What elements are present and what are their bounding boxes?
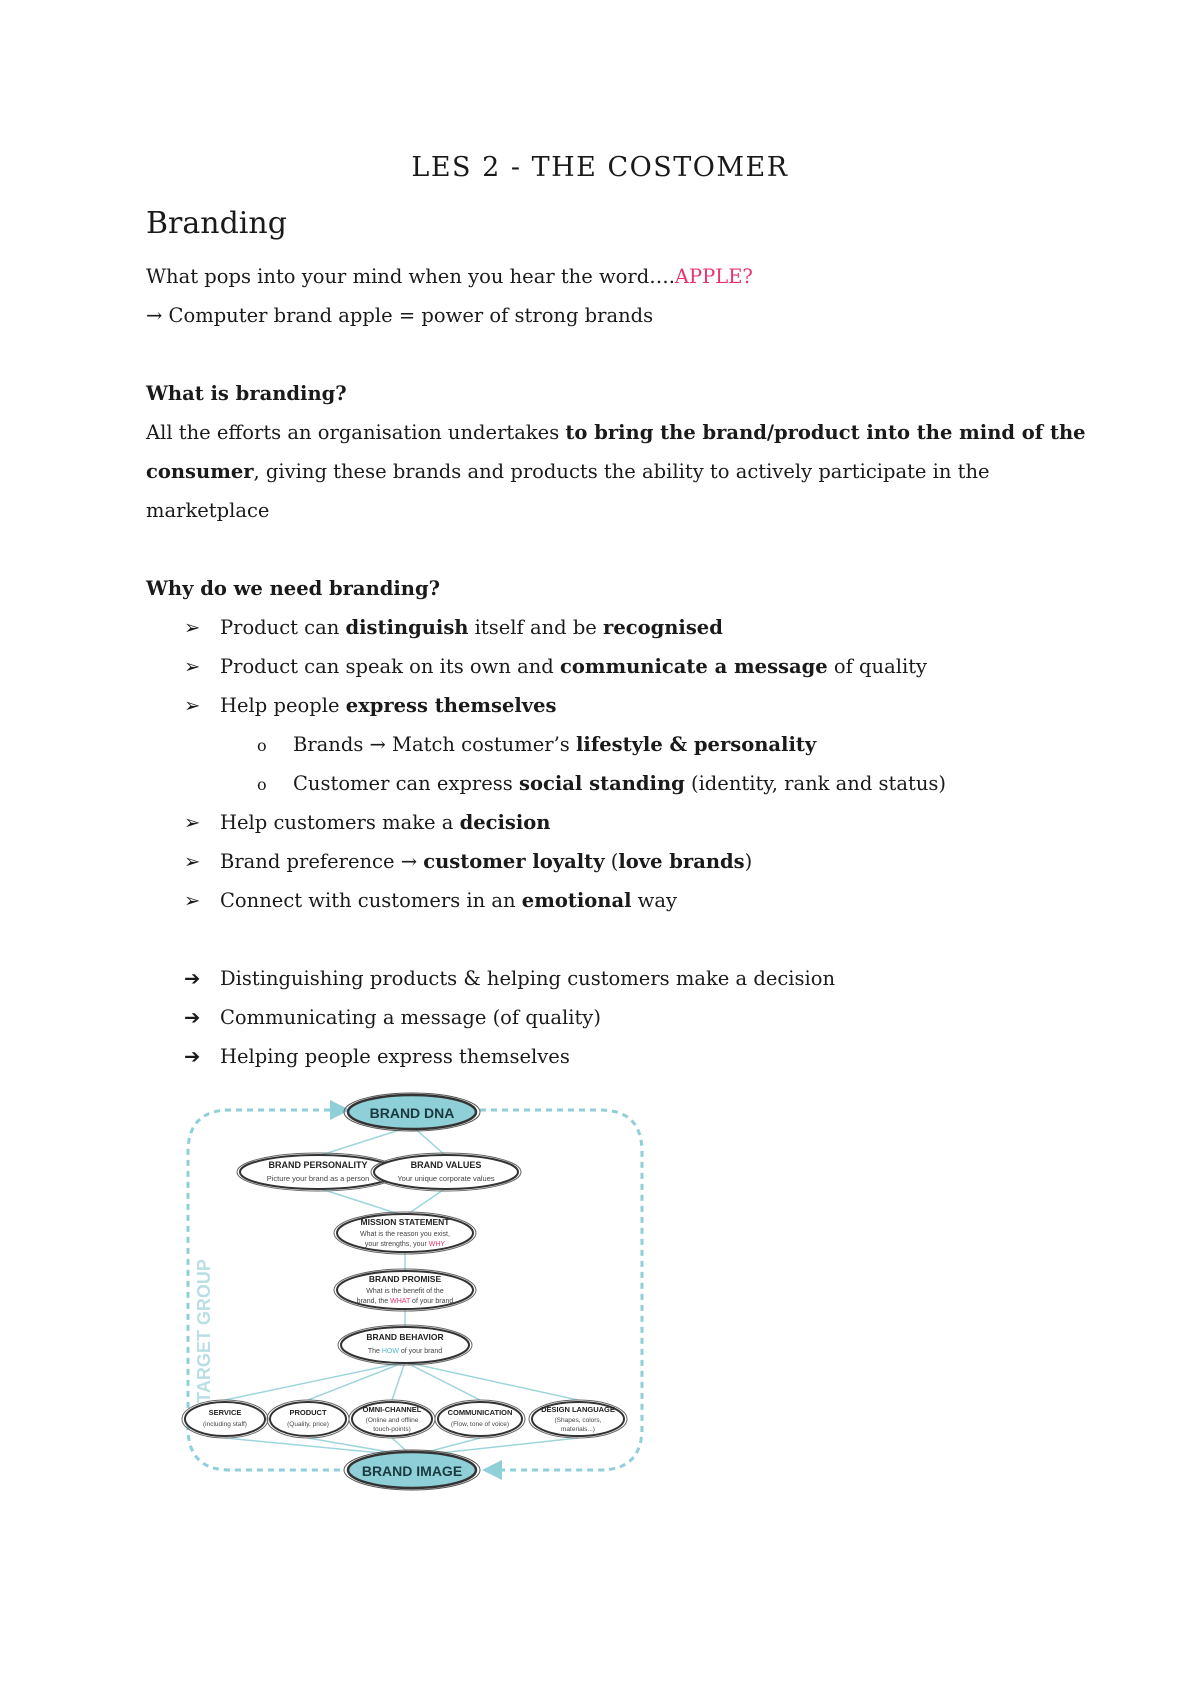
right-arrow-icon: ➔: [184, 1006, 201, 1029]
what-is-heading: What is branding?: [146, 382, 347, 405]
svg-text:(Online and offline: (Online and offline: [365, 1417, 419, 1424]
section-heading-branding: Branding: [146, 206, 287, 241]
what-is-line-3: marketplace: [146, 499, 270, 522]
brand-promise-node: [334, 1269, 476, 1311]
svg-text:BRAND IMAGE: BRAND IMAGE: [361, 1463, 463, 1479]
bullet-arrow-icon: ➢: [184, 811, 201, 834]
svg-text:your strengths, your WHY: your strengths, your WHY: [364, 1241, 446, 1248]
svg-text:(including staff): (including staff): [203, 1421, 247, 1428]
brand-values-node: [371, 1153, 521, 1191]
svg-text:COMMUNICATION: COMMUNICATION: [447, 1408, 513, 1417]
bullet-arrow-icon: ➢: [184, 655, 201, 678]
circle-bullet-icon: o: [257, 736, 267, 755]
right-arrow-icon: ➔: [184, 1045, 201, 1068]
right-arrow-icon: ➔: [184, 967, 201, 990]
svg-text:brand, the WHAT of your brand: brand, the WHAT of your brand: [356, 1298, 454, 1305]
svg-text:OMNI-CHANNEL: OMNI-CHANNEL: [362, 1405, 422, 1414]
product-node: [267, 1400, 349, 1438]
svg-text:BRAND PROMISE: BRAND PROMISE: [368, 1274, 442, 1284]
mission-statement-node: [334, 1212, 476, 1254]
svg-text:Picture your brand as a person: Picture your brand as a person: [266, 1174, 370, 1183]
svg-text:BRAND BEHAVIOR: BRAND BEHAVIOR: [366, 1332, 444, 1342]
bullet-arrow-icon: ➢: [184, 694, 201, 717]
intro-question-highlight: APPLE?: [674, 265, 753, 288]
svg-text:BRAND DNA: BRAND DNA: [369, 1105, 455, 1121]
loop-arrowhead-top: [330, 1100, 350, 1120]
svg-text:DESIGN LANGUAGE: DESIGN LANGUAGE: [541, 1405, 615, 1414]
what-is-line-2: consumer, giving these brands and products the ability to actively participate in the: [146, 460, 990, 483]
what-is-line-1: All the efforts an organisation undertakes to bring the brand/product into the mind of the: [146, 421, 1086, 444]
target-group-label: TARGET GROUP: [194, 1259, 214, 1403]
intro-question: [146, 264, 753, 290]
svg-text:BRAND PERSONALITY: BRAND PERSONALITY: [268, 1160, 368, 1170]
intro-question-text: What pops into your mind when you hear the word….: [146, 265, 675, 288]
svg-text:materials...): materials...): [561, 1426, 595, 1433]
svg-text:What is the reason you exist,: What is the reason you exist,: [360, 1231, 450, 1238]
brand-behavior-node: [338, 1325, 472, 1365]
intro-arrow-line: → Computer brand apple = power of strong brands: [146, 304, 654, 327]
brand-dna-diagram: [180, 1088, 660, 1508]
svg-text:What is the benefit of the: What is the benefit of the: [366, 1288, 444, 1295]
svg-text:touch-points): touch-points): [373, 1426, 411, 1433]
svg-text:PRODUCT: PRODUCT: [289, 1408, 327, 1417]
document-page: LES 2 - THE COSTOMER Branding What pops into your mind when you hear the word….APPLE? → Computer brand apple = power of strong brands What is branding? All the efforts an organisation undertakes to bring the brand/product into the mind of the consumer, giving these brands and products the ability to actively participate in the marketplace Why do we need branding? ➢ Product can distinguish itself and be recognised ➢ Product can speak on its own and communicate a message of quality ➢ Help people express themselves o Brands → Match costumer’s lifestyle & personality o Customer can express social standing (identity, rank and status) ➢ Help customers make a decision ➢ Brand preference → customer loyalty (love brands) ➢ Connect with customers in an emotional way ➔ Distinguishing products & helping customers make a decision ➔ Communicating a message (of quality) ➔ Helping people express themselves TARGET GROUP BRAND DNA BRAND PERSONALITY Picture your brand as a person BRAND VALUES Your unique corporate values MISSION STATEMENT What is the reason you exist, your strengths, your WHY BRAND PROMISE What is the benefit of the brand, the WHAT of your brand BRAND BEHAVIOR The HOW of your brand SERVICE (including staff) PRODUCT (Quality, price) OMNI-CHANNEL (Online and offline touch-points) COMMUNICATION (Flow, tone of voice) DESIGN LANGUAGE (Shapes, colors, materials...) BRAND IMAGE: [0, 0, 1200, 1694]
brand-image-node: [344, 1450, 480, 1490]
design-language-node: [529, 1400, 627, 1438]
bullet-arrow-icon: ➢: [184, 616, 201, 639]
bullet-arrow-icon: ➢: [184, 850, 201, 873]
svg-text:BRAND VALUES: BRAND VALUES: [410, 1160, 482, 1170]
bullet-arrow-icon: ➢: [184, 889, 201, 912]
brand-dna-node: [344, 1093, 480, 1131]
circle-bullet-icon: o: [257, 775, 267, 794]
svg-text:(Shapes, colors,: (Shapes, colors,: [554, 1417, 602, 1424]
svg-text:Your unique corporate values: Your unique corporate values: [397, 1174, 495, 1183]
svg-text:MISSION STATEMENT: MISSION STATEMENT: [360, 1217, 450, 1227]
loop-arrowhead-bottom: [482, 1460, 502, 1480]
svg-text:(Flow, tone of voice): (Flow, tone of voice): [450, 1421, 510, 1428]
svg-text:The HOW of your brand: The HOW of your brand: [367, 1348, 443, 1355]
communication-node: [435, 1400, 525, 1438]
svg-text:(Quality, price): (Quality, price): [287, 1421, 329, 1428]
svg-text:SERVICE: SERVICE: [208, 1408, 242, 1417]
why-need-heading: Why do we need branding?: [146, 577, 441, 600]
omni-channel-node: [349, 1400, 435, 1438]
service-node: [182, 1400, 268, 1438]
page-title: LES 2 - THE COSTOMER: [411, 152, 789, 183]
